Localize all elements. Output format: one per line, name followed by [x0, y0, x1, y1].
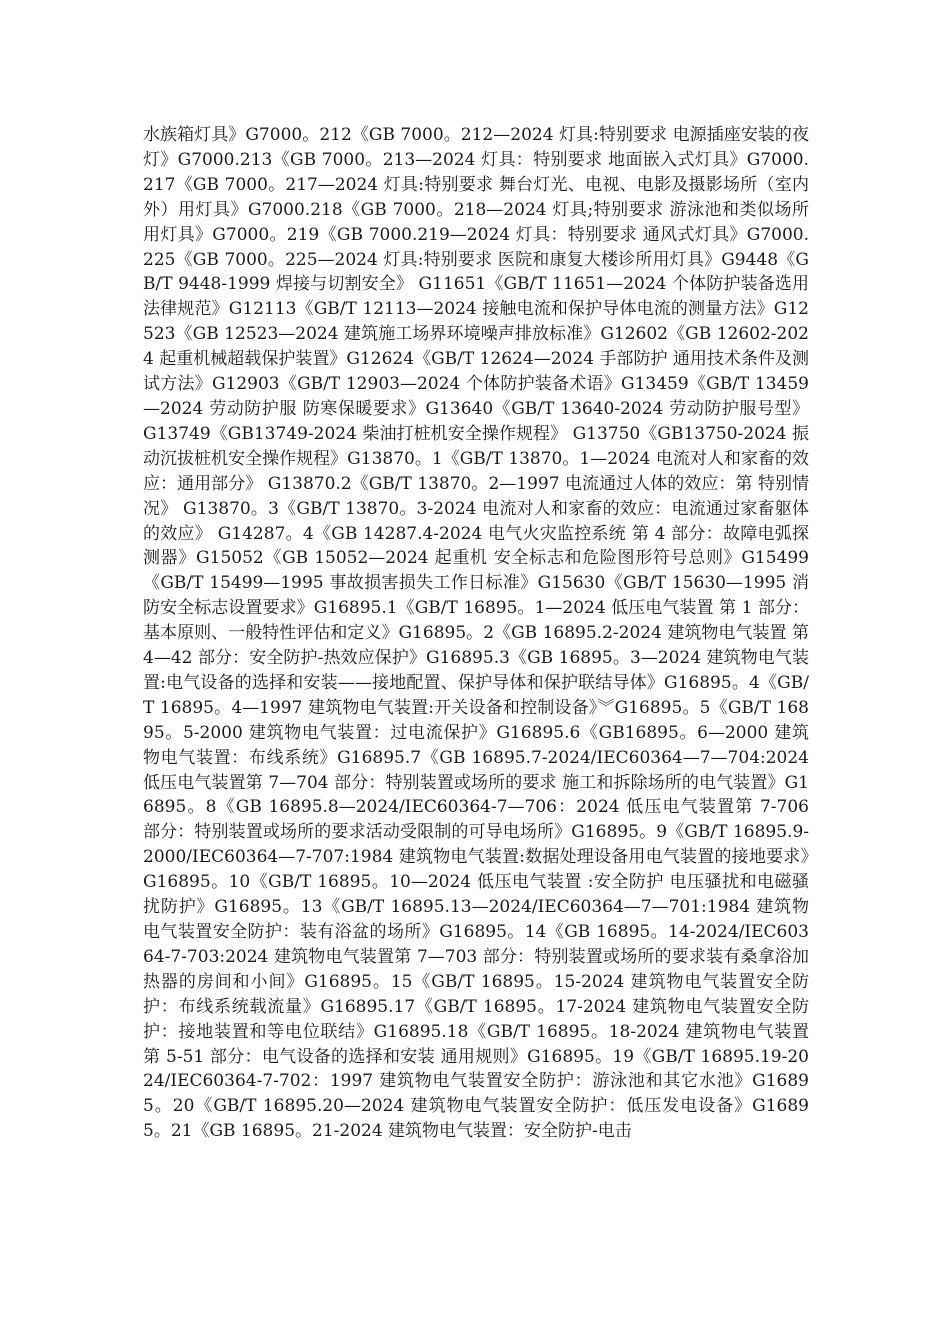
- standards-list-paragraph: 水族箱灯具》G7000。212《GB 7000。212—2024 灯具:特别要求 电源插座安装的夜灯》G7000.213《GB 7000。213—2024 灯具：特别要求 地面嵌入式灯具》G7000.217《GB 7000。217—2024 灯具:特别要求 舞台灯光、电视、电影及摄影场所（室内外）用灯具》G7000.218《GB 7000。218—2024 灯具;特别要求 游泳池和类似场所用灯具》G7000。219《GB 7000.219—2024 灯具：特别要求 通风式灯具》G7000.225《GB 7000。225—2024 灯具:特别要求 医院和康复大楼诊所用灯具》G9448《GB/T 9448-1999 焊接与切割安全》 G11651《GB/T 11651—2024 个体防护装备选用法律规范》G12113《GB/T 12113—2024 接触电流和保护导体电流的测量方法》G12523《GB 12523—2024 建筑施工场界环境噪声排放标准》G12602《GB 12602-2024 起重机械超载保护装置》G12624《GB/T 12624—2024 手部防护 通用技术条件及测试方法》G12903《GB/T 12903—2024 个体防护装备术语》G13459《GB/T 13459—2024 劳动防护服 防寒保暖要求》G13640《GB/T 13640-2024 劳动防护服号型》G13749《GB13749-2024 柴油打桩机安全操作规程》 G13750《GB13750-2024 振动沉拔桩机安全操作规程》G13870。1《GB/T 13870。1—2024 电流对人和家畜的效应：通用部分》 G13870.2《GB/T 13870。2—1997 电流通过人体的效应：第 特别情况》 G13870。3《GB/T 13870。3-2024 电流对人和家畜的效应：电流通过家畜躯体的效应》 G14287。4《GB 14287.4-2024 电气火灾监控系统 第 4 部分：故障电弧探测器》G15052《GB 15052—2024 起重机 安全标志和危险图形符号总则》G15499《GB/T 15499—1995 事故损害损失工作日标准》G15630《GB/T 15630—1995 消防安全标志设置要求》G16895.1《GB/T 16895。1—2024 低压电气装置 第 1 部分：基本原则、一般特性评估和定义》G16895。2《GB 16895.2-2024 建筑物电气装置 第 4—42 部分：安全防护-热效应保护》G16895.3《GB 16895。3—2024 建筑物电气装置:电气设备的选择和安装——接地配置、保护导体和保护联结导体》G16895。4《GB/T 16895。4—1997 建筑物电气装置:开关设备和控制设备》︾G16895。5《GB/T 16895。5-2000 建筑物电气装置：过电流保护》G16895.6《GB16895。6—2000 建筑物电气装置：布线系统》G16895.7《GB 16895.7-2024/IEC60364—7—704:2024 低压电气装置第 7—704 部分：特别装置或场所的要求 施工和拆除场所的电气装置》G16895。8《GB 16895.8—2024/IEC60364-7—706：2024 低压电气装置第 7-706 部分：特别装置或场所的要求活动受限制的可导电场所》G16895。9《GB/T 16895.9-2000/IEC60364—7-707:1984 建筑物电气装置:数据处理设备用电气装置的接地要求》G16895。10《GB/T 16895。10—2024 低压电气装置 :安全防护 电压骚扰和电磁骚扰防护》G16895。13《GB/T 16895.13—2024/IEC60364—7—701:1984 建筑物电气装置安全防护：装有浴盆的场所》G16895。14《GB 16895。14-2024/IEC60364-7-703:2024 建筑物电气装置第 7—703 部分：特别装置或场所的要求装有桑拿浴加热器的房间和小间》G16895。15《GB/T 16895。15-2024 建筑物电气装置安全防护：布线系统载流量》G16895.17《GB/T 16895。17-2024 建筑物电气装置安全防护：接地装置和等电位联结》G16895.18《GB/T 16895。18-2024 建筑物电气装置 第 5-51 部分：电气设备的选择和安装 通用规则》G16895。19《GB/T 16895.19-2024/IEC60364-7-702：1997 建筑物电气装置安全防护：游泳池和其它水池》G16895。20《GB/T 16895.20—2024 建筑物电气装置安全防护：低压发电设备》G16895。21《GB 16895。21-2024 建筑物电气装置：安全防护-电击: [143, 125, 809, 1142]
